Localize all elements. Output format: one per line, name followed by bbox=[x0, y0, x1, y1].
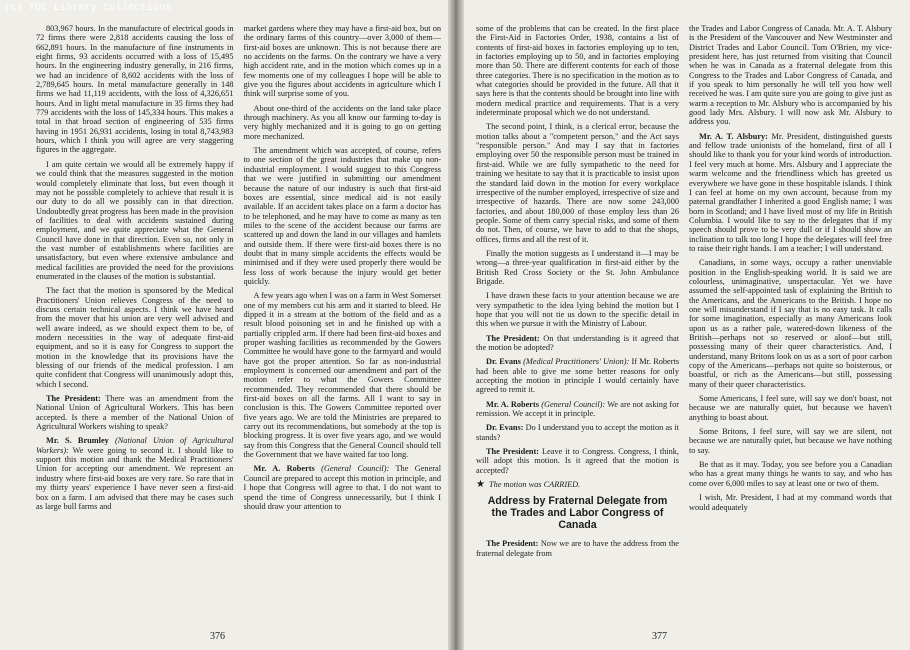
speaker-affiliation: (National Union of Agricultural Workers): bbox=[36, 436, 234, 455]
paragraph bbox=[244, 24, 442, 99]
paragraph-text: Some Britons, I feel sure, will say we are silent, not because we are naturally quiet, but because we have nothing to say. bbox=[689, 427, 892, 455]
paragraph bbox=[36, 436, 234, 511]
paragraph-text: market gardens where they may have a first-aid box, but on the ordinary farms of this country—over 3,000 of them—first-aid boxes are unknown. This is not because there are no accidents on the farms. On the contrary we have a very high accident rate, and in the motion which comes up in a few moments one of my colleagues I hope will be able to give you the figures about accidents in agriculture which I think will surprise some of you. bbox=[243, 24, 441, 99]
paragraph bbox=[476, 24, 679, 117]
speaker-name: Dr. Evans bbox=[486, 357, 521, 367]
paragraph-text: About one-third of the accidents on the land take place through machinery. As you all know our farming to-day is very highly mechanized and it is going to go on getting more mechanized. bbox=[243, 103, 441, 141]
paragraph-text: I have drawn these facts to your attention because we are very sympathetic to the idea lying behind the motion but I hope that you will not tie us down to the specific detail in this when we pursue it with the Ministry of Labour. bbox=[476, 291, 679, 329]
paragraph-text: I wish, Mr. President, I had at my command words that would adequately bbox=[689, 493, 892, 512]
speaker-name: The President: bbox=[486, 539, 539, 549]
speaker-name: Dr. Evans: bbox=[486, 423, 524, 433]
left-page-column-2 bbox=[244, 24, 442, 624]
paragraph bbox=[476, 400, 679, 419]
speaker-affiliation: (Medical Practitioners' Union): bbox=[523, 357, 630, 367]
paragraph-text: 803,967 hours. In the manufacture of electrical goods in 72 firms there were 2,818 accidents causing the loss of 662,891 hours. In the manufacture of fine instruments in eight firms, 93 accidents occurred with a loss of 15,495 hours. In the engineering industry generally, in 216 firms, we had an incidence of 8,602 accidents with the loss of 2,789,645 hours. In metal manufacture generally in 148 firms we had 11,119 accidents, with the loss of 4,326,651 hours. And in light metal manufacture in 35 firms they had 779 accidents with the loss of 145,334 hours. This makes a total in that broad section of engineering of 535 firms having in 1951 26,931 accidents, losing in total 8,743,983 hours, which I think you will agree are very staggering figures in the aggregate. bbox=[36, 24, 234, 155]
paragraph bbox=[476, 249, 679, 286]
paragraph-text: The General Council are prepared to accept this motion in principle, and I hope that Congress will agree to that. I do not want to spend the time of Congress unnecessarily, but I think I should draw your attention to bbox=[243, 464, 441, 511]
paragraph bbox=[689, 427, 892, 455]
speaker-name: Mr. A. Roberts bbox=[253, 464, 315, 474]
paragraph bbox=[476, 334, 679, 353]
speaker-name: The President: bbox=[486, 333, 540, 343]
paragraph bbox=[689, 394, 892, 422]
paragraph bbox=[476, 291, 679, 328]
section-heading: Address by Fraternal Delegate from the Trades and Labor Congress of Canada bbox=[487, 495, 668, 532]
speaker-affiliation: (General Council): bbox=[321, 464, 390, 474]
page-number-left: 376 bbox=[210, 631, 225, 642]
paragraph bbox=[36, 286, 234, 389]
paragraph-text: Do I understand you to accept the motion as it stands? bbox=[476, 423, 679, 442]
speaker-name: Mr. S. Brumley bbox=[46, 436, 109, 446]
speaker-name: Mr. A. Roberts bbox=[486, 399, 539, 409]
paragraph-text: The fact that the motion is sponsored by the Medical Practitioners' Union relieves Congress of the need to discuss certain technical aspects. I think we have heard from the mover that his union are very well advised and well aware indeed, as we should expect them to be, of modern necessities in the way of adequate first-aid equipment, and so it is easy for Congress to support the motion in the knowledge that its provisions have the blessing of our friends of the medical profession. I am quite confident that Congress will unanimously adopt this, which I second. bbox=[36, 286, 234, 389]
paragraph-text: On that understanding is it agreed that the motion be adopted? bbox=[476, 333, 679, 352]
paragraph-text: Finally the motion suggests as I understand it—I may be wrong—a three-year qualification in first-aid either by the British Red Cross Society or the St. John Ambulance Brigade. bbox=[476, 248, 679, 286]
paragraph bbox=[244, 464, 442, 511]
paragraph-text: If Mr. Roberts had been able to give me some better reasons for only accepting the motion in principle I would certainly have agreed to remit it. bbox=[476, 357, 679, 395]
paragraph-text: Leave it to Congress. Congress, I think, will adopt this motion. Is it agreed that the motion is accepted? bbox=[476, 447, 679, 475]
right-page-column-1 bbox=[476, 24, 679, 624]
paragraph bbox=[689, 24, 892, 127]
right-page-column-2 bbox=[689, 24, 892, 624]
paragraph bbox=[36, 394, 234, 431]
speaker-name: The President: bbox=[46, 394, 101, 404]
paragraph-text: The motion was CARRIED. bbox=[488, 480, 581, 490]
paragraph-text: The amendment which was accepted, of course, refers to one section of the great industries that make up non-industrial employment. I would suggest to this Congress that we were justified in submitting our amendment because the nature of our industry is such that first-aid boxes are essential, since medical aid is not easily available. If an accident takes place on a farm a doctor has to be telephoned, and he may have to come as many as ten miles to the scene of the accident because our farms are scattered up and down the land in our villages and hamlets and outside them. If there were first-aid boxes there is no doubt that in many simple accidents the effects would be minimised and if they were used properly there would be less loss of work because the injury would get better quickly. bbox=[243, 146, 441, 286]
copyright-watermark: (c) TUC Library Collections bbox=[4, 3, 172, 14]
speaker-name: The President: bbox=[486, 447, 540, 457]
paragraph-text: Mr. President, distinguished guests and fellow trade unionists of the homeland, first of all I should like to thank you for your kind words of introduction. I feel very much at home. Mrs. Alsbury and I appreciate the warm welcome and the friendliness which has greeted us everywhere we have gone in these hospitable islands. I think I can feel at home on my own account, because from my paternal grandfather I inherited a good English name; I was born in Scotland; and I have lived most of my life in British Columbia. I would like to say to the delegates that if my speech should prove to be very dull or if I should show an inclination to talk too long I hope the delegates will feel free to raise their right hands. I am a teacher; I will understand. bbox=[689, 131, 892, 253]
paragraph-text: We were going to second it. I should like to support this motion and thank the Medical Practitioners' Union for accepting our amendment. We represent an industry where first-aid boxes are very rare. So rare that in my thirty years' experience I have never seen a first-aid box on a farm. I am advised that there may be cases such as large bull farms and bbox=[36, 445, 234, 511]
paragraph bbox=[476, 539, 679, 558]
paragraph bbox=[476, 447, 679, 475]
paragraph bbox=[244, 146, 442, 286]
paragraph-text: the Trades and Labor Congress of Canada. Mr. A. T. Alsbury is the President of the Vancouver and New Westminster and District Trades and Labor Council. Tom O'Brien, my vice-president here, has just returned from visiting that Council when he was in Canada as a fraternal delegate from this Congress to the Trades and Labor Congress of Canada, and if you speak to him personally he will tell you how well received he was. I am quite sure you are going to give just as warm a reception to Mr. Alsbury who is accompanied by his good lady Mrs. Alsbury. I will now ask Mr. Alsbury to address you. bbox=[689, 24, 892, 127]
paragraph-text: Now we are to have the address from the fraternal delegate from bbox=[476, 539, 679, 558]
paragraph-text: A few years ago when I was on a farm in West Somerset one of my members cut his arm and it started to bleed. He dipped it in a stream at the bottom of the field and as a result blood poisoning set in and he finished up with a partially crippled arm. If there had been first-aid boxes and proper washing facilities as recommended by the Gowers Committee he would have gone to the farmyard and would have got the proper attention. So far as non-industrial employment is concerned our amendment and part of the motion refer to what the Gowers Committee recommended. They recommended that there should be first-aid boxes on all the farms. All I want to say in conclusion is this. The Gowers Committee reported over five years ago. We are told the Ministries are prepared to carry out its recommendations, but somebody at the top is blocking progress. It is over five years ago, and we would say from this Congress that the General Council should tell the Government that we have waited far too long. bbox=[243, 291, 441, 460]
motion-result bbox=[476, 480, 679, 489]
speaker-affiliation: (General Council): bbox=[541, 399, 606, 409]
paragraph bbox=[476, 423, 679, 442]
page-number-right: 377 bbox=[652, 631, 667, 642]
paragraph-text: I am quite certain we would all be extremely happy if we could think that the measures suggested in the motion would completely eliminate that loss, but even though it may not be possible completely to achieve that result it is our duty to do all we possibly can in that direction. Undoubtedly great progress has been made in the provision of facilities to deal with accidents sustained during employment, and we quite appreciate what the General Council have done in that direction. Even so, not only in the vast number of establishments where facilities are unsatisfactory, but even where extensive ambulance and medical facilities are provided the need for the provisions enumerated in the clauses of the motion is substantial. bbox=[36, 159, 234, 281]
paragraph-text: some of the problems that can be created. In the first place the First-Aid in Factories Order, 1938, contains a list of contents of first-aid boxes in factories employing up to ten, in factories employing up to 50, and in factories employing more than 50. There are different contents for each of those three categories. There is no specification in the motion as to what categories should be provided in the future. All that it says here is that the contents should be brought into line with modern medical practice and requirements. That is a very indeterminate proposal which we do not understand. bbox=[476, 24, 679, 118]
book-gutter bbox=[448, 0, 464, 650]
paragraph bbox=[689, 258, 892, 389]
right-page bbox=[457, 0, 910, 650]
paragraph bbox=[476, 122, 679, 243]
paragraph bbox=[244, 291, 442, 459]
paragraph bbox=[689, 493, 892, 512]
paragraph bbox=[244, 104, 442, 141]
paragraph bbox=[689, 460, 892, 488]
paragraph-text: We are not asking for remission. We accept it in principle. bbox=[476, 399, 679, 419]
speaker-name: Mr. A. T. Alsbury: bbox=[699, 131, 768, 141]
star-icon: ★ bbox=[476, 479, 485, 491]
paragraph-text: The second point, I think, is a clerical error, because the motion talks about a "competent person," and the Act says "responsible person." And may I say that in factories employing over 50 the responsible person must be trained in first-aid. While we are fully sympathetic to the need for training we hesitate to say that it is practicable to insist upon the standard laid down in the motion for every workplace irrespective of the number employed, irrespective of size and irrespective of hazards. There are now some 243,000 factories, and about 180,000 of those employ less than 26 people. Some of them carry special risks, and some of them do not. Then, of course, we have to add to that the shops, offices, firms and all the rest of it. bbox=[476, 122, 679, 244]
paragraph bbox=[36, 24, 234, 155]
paragraph bbox=[689, 132, 892, 253]
left-page-column-1 bbox=[36, 24, 234, 624]
paragraph bbox=[36, 160, 234, 281]
paragraph-text: Canadians, in some ways, occupy a rather unenviable position in the English-speaking world. It is said we are colourless, unimaginative, unspectacular. Yet we have assumed the self-appointed task of explaining the British to the Americans, and the Americans to the British. I hope no one will misunderstand if I say that is no easy task. It calls for some imagination, especially as many Americans look upon us as a rather pale, watered-down likeness of the British—perhaps not so reserved or aloof—but still, possessing many of their queer characteristics. And, I understand, many Britons look on us as a sort of poor carbon copy of the Americans—perhaps not quite so boisterous, or boastful, or rich as the Americans—but still, possessing many of their queer characteristics. bbox=[689, 258, 892, 389]
paragraph-text: Some Americans, I feel sure, will say we don't boast, not because we are naturally quiet, but because we haven't anything to boast about. bbox=[689, 394, 892, 422]
paragraph bbox=[476, 357, 679, 394]
paragraph-text: There was an amendment from the National Union of Agricultural Workers. This has been accepted. Is there a member of the National Union of Agricultural Workers wishing to speak? bbox=[36, 394, 234, 432]
paragraph-text: Be that as it may. Today, you see before you a Canadian who has a great many things he wants to say, and who has come over 6,000 miles to say at least one or two of them. bbox=[689, 460, 892, 488]
